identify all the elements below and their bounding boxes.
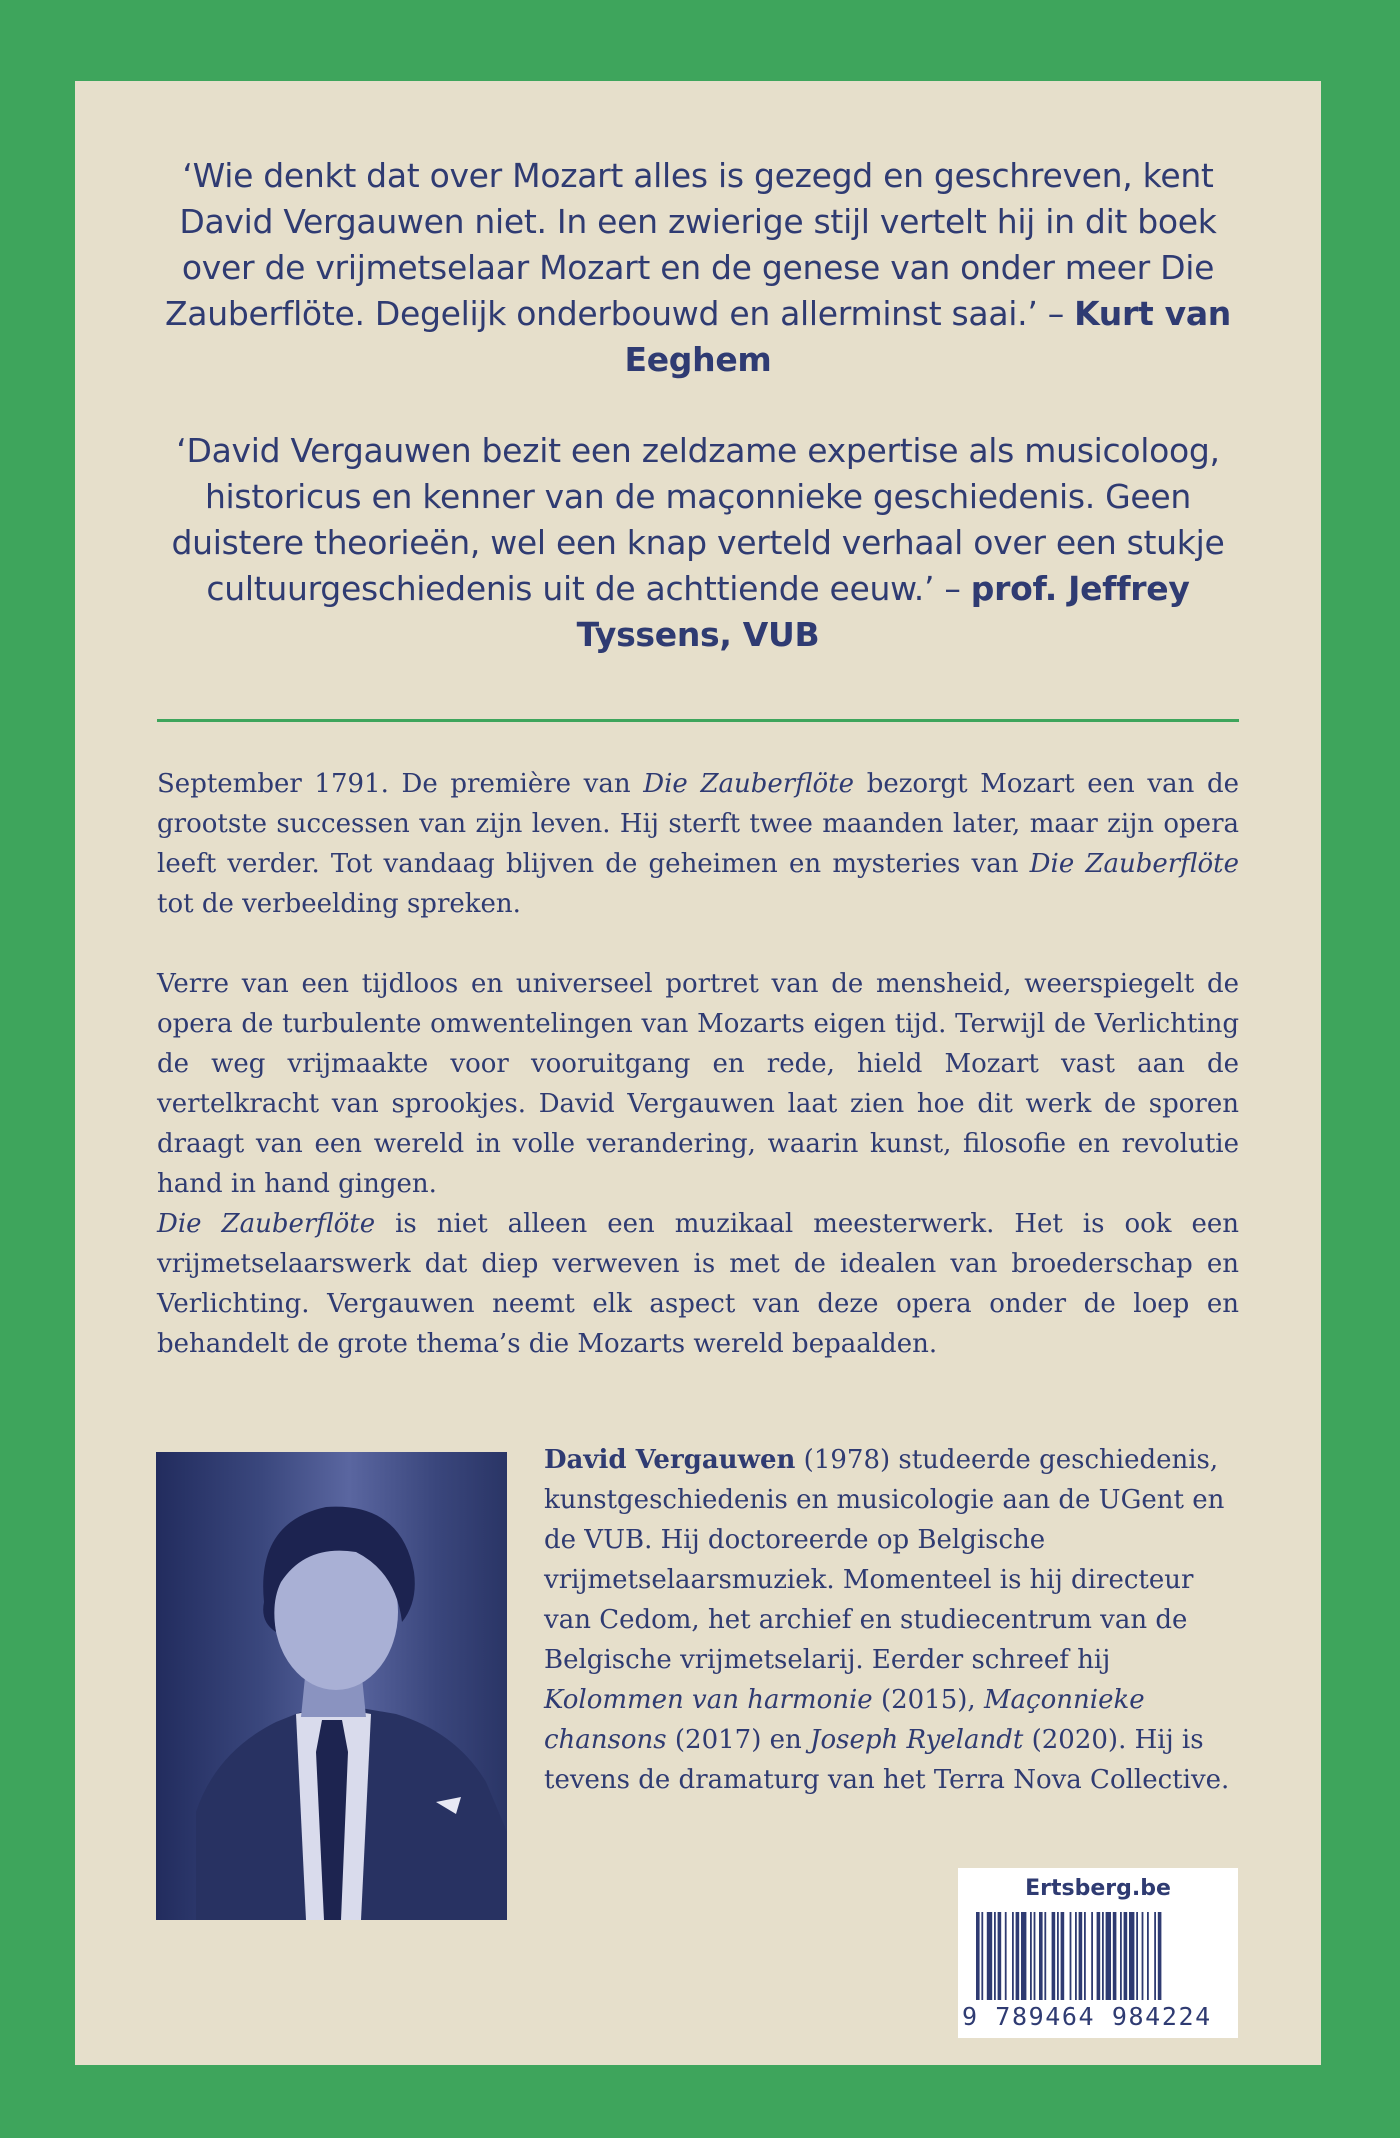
publisher-website: Ertsberg.be xyxy=(1025,1876,1171,1901)
work-title: Maçonnieke chansons xyxy=(544,1685,1145,1755)
text-run: is niet alleen een muzikaal meesterwerk. Het is ook een vrijmetselaarswerk dat diep verweven is met de idealen van broederschap en Verlichting. Vergauwen neemt elk aspect van deze opera onder de loep en behandelt de grote thema’s die Mozarts wereld bepaalden. xyxy=(157,1209,1239,1359)
text-run: September 1791. De première van xyxy=(157,769,644,799)
text-run: tot de verbeelding spreken. xyxy=(157,889,521,919)
green-divider xyxy=(157,719,1239,722)
quote-jeffrey-tyssens xyxy=(155,428,1241,658)
work-title: Joseph Ryelandt xyxy=(810,1725,1024,1755)
title-italic: Die Zauberflöte xyxy=(643,769,855,799)
title-italic: Die Zauberflöte xyxy=(157,1209,376,1239)
author-name: David Vergauwen xyxy=(544,1445,796,1475)
back-cover-panel xyxy=(75,81,1321,2065)
author-silhouette-illustration xyxy=(156,1452,507,1920)
author-bio xyxy=(544,1440,1242,1800)
quote-text: ‘David Vergauwen bezit een zeldzame expertise als musicoloog, historicus en kenner van de maçonnieke geschiedenis. Geen duistere theorieën, wel een knap verteld verhaal over een stukje cultuurgeschiedenis uit de achttiende eeuw.’ – xyxy=(171,431,1225,608)
text-run: (2015), xyxy=(872,1685,984,1715)
work-title: Kolommen van harmonie xyxy=(544,1685,873,1715)
barcode-icon xyxy=(976,1912,1221,2000)
text-run: (1978) studeerde geschiedenis, kunstgeschiedenis en musicologie aan de UGent en de VUB. Hij doctoreerde op Belgische vrijmetselaarsmuziek. Momenteel is hij directeur van Cedom, het archief en studiecentrum van de Belgische vrijmetselarij. Eerder schreef hij xyxy=(544,1445,1225,1675)
quote-text: ‘Wie denkt dat over Mozart alles is gezegd en geschreven, kent David Vergauwen niet. In een zwierige stijl vertelt hij in dit boek over de vrijmetselaar Mozart en de genese van onder meer Die Zauberflöte. Degelijk onderbouwd en allerminst saai.’ – xyxy=(164,156,1217,333)
quote-author: prof. Jeffrey Tyssens, VUB xyxy=(576,569,1190,654)
blurb-paragraph-1 xyxy=(157,764,1239,924)
text-run: bezorgt Mozart een van de grootste successen van zijn leven. Hij sterft twee maanden later, maar zijn opera leeft verder. Tot vandaag blijven de geheimen en mysteries van xyxy=(157,769,1240,879)
text-run: (2017) en xyxy=(666,1725,811,1755)
title-italic: Die Zauberflöte xyxy=(1029,849,1239,879)
author-photo xyxy=(156,1452,507,1920)
blurb-paragraph-3 xyxy=(157,1204,1239,1364)
quote-kurt-van-eeghem xyxy=(155,153,1241,383)
isbn-number: 9 789464 984224 xyxy=(962,2002,1212,2031)
blurb-paragraph-2: Verre van een tijdloos en universeel portret van de mensheid, weerspiegelt de opera de turbulente omwentelingen van Mozarts eigen tijd. Terwijl de Verlichting de weg vrijmaakte voor vooruitgang en rede, hield Mozart vast aan de vertelkracht van sprookjes. David Vergauwen laat zien hoe dit werk de sporen draagt van een wereld in volle verandering, waarin kunst, filosofie en revolutie hand in hand gingen. xyxy=(157,969,1239,1199)
quote-author: Kurt van Eeghem xyxy=(624,294,1231,379)
barcode-block xyxy=(958,1868,1238,2038)
text-run: (2020). Hij is tevens de dramaturg van het Terra Nova Collective. xyxy=(544,1725,1230,1795)
